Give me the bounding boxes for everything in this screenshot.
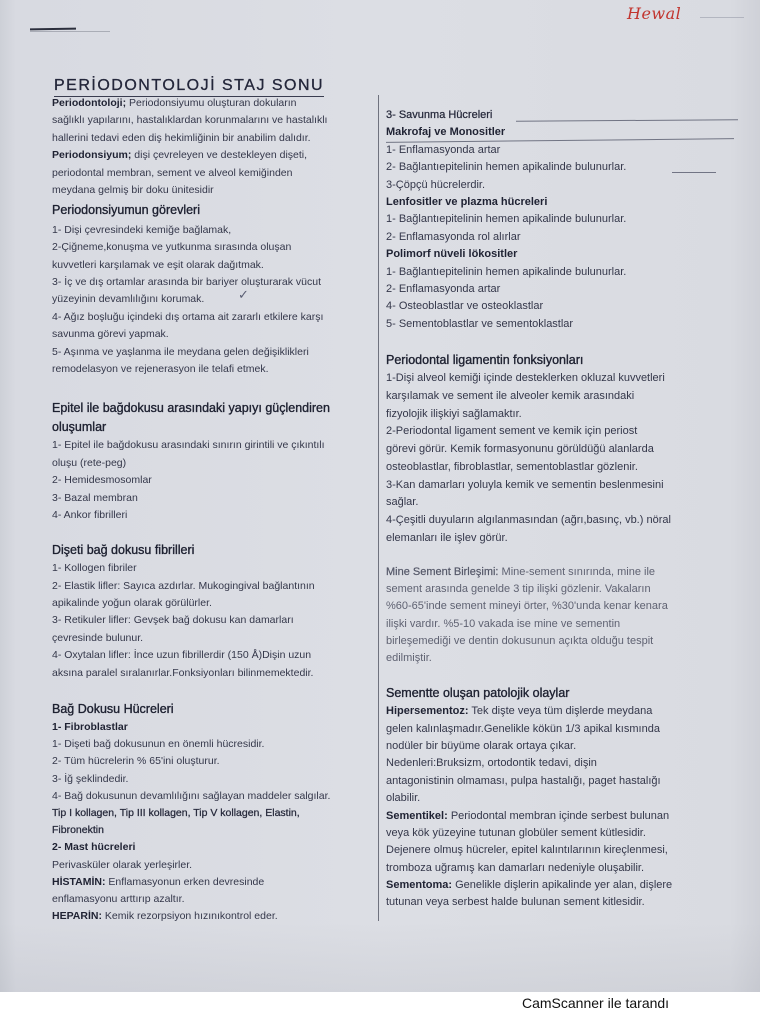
section-heading: oluşumlar <box>52 420 107 435</box>
text-line: olabilir. <box>386 792 421 805</box>
line-text: Tek dişte veya tüm dişlerde meydana <box>471 705 653 718</box>
list-item: 4-Çeşitli duyuların algılanmasından (ağrı,basınç, vb.) nöral <box>386 513 671 526</box>
list-item: 1- Fibroblastlar <box>52 721 128 734</box>
section-heading: Epitel ile bağdokusu arasındaki yapıyı güçlendiren <box>52 401 330 416</box>
line-text: Mine-sement sınırında, mine ile <box>501 566 655 579</box>
text-line: tromboza uğramış kan damarları nedeniyle oluşabilir. <box>386 861 645 874</box>
line-text: Enflamasyonun erken devresinde <box>108 875 265 888</box>
list-item: 2- Bağlantıepitelinin hemen apikalinde bulunurlar. <box>386 161 627 174</box>
list-item: sağlar. <box>386 496 419 509</box>
section-heading: Bağ Dokusu Hücreleri <box>52 702 174 717</box>
pdl-section <box>386 351 741 547</box>
text-line: hallerini tedavi eden diş hekimliğinin bir anabilim dalıdır. <box>52 131 311 144</box>
line-text: dişi çevreleyen ve destekleyen dişeti, <box>134 149 308 162</box>
text-line <box>386 564 741 581</box>
list-item: 2- Mast hücreleri <box>52 841 136 854</box>
term-label: Periodonsiyum; <box>52 149 132 162</box>
list-item: 1- Kollogen fibriler <box>52 562 137 575</box>
list-item: 3- Retikuler lifler: Gevşek bağ dokusu kan damarları <box>52 614 294 627</box>
term-label: Mine Sement Birleşimi: <box>386 566 499 579</box>
list-item: enflamasyonu arttırıp azaltır. <box>52 892 185 905</box>
text-line: tutunan veya serbest halde bulunan sement kitlesidir. <box>386 896 645 909</box>
list-item: 3- İğ şeklindedir. <box>52 772 129 785</box>
pen-stroke <box>30 28 76 31</box>
list-item: Perivasküler olarak yerleşirler. <box>52 858 193 871</box>
pen-stroke <box>30 31 110 32</box>
list-item: 3-Çöpçü hücrelerdir. <box>386 178 486 191</box>
list-item: 3-Kan damarları yoluyla kemik ve sementin beslenmesini <box>386 478 664 491</box>
column-divider <box>378 95 379 921</box>
list-item: 4- Ağız boşluğu içindeki dış ortama ait zararlı etkilere karşı <box>52 310 324 323</box>
list-item: görevi görür. Kemik formasyonunu görüldüğü alanlarda <box>386 443 654 456</box>
list-item: kuvvetleri karşılamak ve eşit olarak dağıtmak. <box>52 258 264 271</box>
check-mark-icon: ✓ <box>238 288 249 303</box>
subheading: Polimorf nüveli lökositler <box>386 248 518 261</box>
text-line <box>52 95 374 112</box>
handwritten-name: Hewal <box>627 4 682 23</box>
list-item: karşılamak ve sement ile alveoler kemik arasındaki <box>386 390 635 403</box>
text-line: %60-65'inde sement mineyi örter, %30'unda kenar kenara <box>386 600 668 613</box>
list-item: 3- İç ve dış ortamlar arasında bir bariyer oluşturarak vücut <box>52 276 322 289</box>
list-item: 4- Oxytalan lifler: İnce uzun fibrillerdir (150 Å)Dişin uzun <box>52 649 312 662</box>
page-title: PERİODONTOLOJİ STAJ SONU <box>54 77 324 97</box>
text-line: veya kök yüzeyine tutunan globüler sement kütlesidir. <box>386 826 646 839</box>
list-item: aksına paralel sıralanırlar.Fonksiyonları bilinmemektedir. <box>52 666 314 679</box>
list-item: 2- Elastik lifler: Sayıca azdırlar. Mukogingival bağlantının <box>52 579 315 592</box>
text-line: Nedenleri:Bruksizm, ortodontik tedavi, dişin <box>386 757 597 770</box>
list-item: 4- Bağ dokusunun devamlılığını sağlayan maddeler salgılar. <box>52 789 331 802</box>
list-item: 1- Dişeti bağ dokusunun en önemli hücresidir. <box>52 738 265 751</box>
line-text: Kemik rezorpsiyon hızınıkontrol eder. <box>104 910 278 923</box>
term-label: HEPARİN: <box>52 910 102 923</box>
text-line <box>52 147 374 164</box>
text-line: periodontal membran, sement ve alveol kemiğinden <box>52 166 293 179</box>
list-item: 5- Sementoblastlar ve sementoklastlar <box>386 317 574 330</box>
list-item: çevresinde bulunur. <box>52 631 144 644</box>
list-item: elemanları ile işlev görür. <box>386 531 508 544</box>
term-label: HİSTAMİN: <box>52 875 106 888</box>
list-item: Fibronektin <box>52 824 104 837</box>
pen-stroke <box>700 17 744 18</box>
mine-sement-section <box>386 564 741 667</box>
list-item: Tip I kollagen, Tip III kollagen, Tip V kollagen, Elastin, <box>52 806 300 819</box>
text-line: Dejenere olmuş hücreler, epitel kalıntılarının kireçlenmesi, <box>386 844 668 857</box>
list-item: oluşu (rete-peg) <box>52 456 127 469</box>
text-line: sement arasında genelde 3 tip ilişki gözlenir. Vakaların <box>386 583 651 596</box>
subheading: Makrofaj ve Monositler <box>386 126 506 139</box>
text-line: meydana gelmiş bir doku ünitesidir <box>52 183 214 196</box>
list-item: 4- Ankor fibrilleri <box>52 508 128 521</box>
list-item: 1- Dişi çevresindeki kemiğe bağlamak, <box>52 223 232 236</box>
list-item: 1- Bağlantıepitelinin hemen apikalinde bulunurlar. <box>386 265 627 278</box>
list-item: 1- Epitel ile bağdokusu arasındaki sınırın girintili ve çıkıntılı <box>52 439 325 452</box>
list-item: 2- Tüm hücrelerin % 65'ini oluşturur. <box>52 755 220 768</box>
list-item: 1- Enflamasyonda artar <box>386 143 501 156</box>
text-line: birleşemediği ve dentin dokusunun açıkta olduğu tespit <box>386 634 654 647</box>
list-item: osteoblastlar, fibroblastlar, sementoblastlar gözlenir. <box>386 460 638 473</box>
list-item: 2- Hemidesmosomlar <box>52 474 152 487</box>
text-line <box>386 808 741 825</box>
term-label: Sementoma: <box>386 879 453 892</box>
list-item: 1-Dişi alveol kemiği içinde desteklerken okluzal kuvvetleri <box>386 372 665 385</box>
text-line: sağlıklı yapılarını, hastalıklardan korunmalarını ve hastalıklı <box>52 114 328 127</box>
epitel-section <box>52 399 374 524</box>
list-item <box>52 908 374 925</box>
pen-stroke <box>672 172 716 173</box>
list-item: 2-Çiğneme,konuşma ve yutkunma sırasında oluşan <box>52 241 292 254</box>
text-line: gelen kalınlaşmadır.Genelikle kökün 1/3 apikal kısmında <box>386 722 660 735</box>
section-heading: Dişeti bağ dokusu fibrilleri <box>52 543 195 558</box>
list-item: apikalinde yoğun olarak görülürler. <box>52 597 212 610</box>
line-text: Genelikle dişlerin apikalinde yer alan, dişlere <box>455 879 673 892</box>
list-item: savunma görevi yapmak. <box>52 328 169 341</box>
section-heading: Sementte oluşan patolojik olaylar <box>386 686 570 701</box>
text-line <box>386 703 741 720</box>
section-heading: Periodonsiyumun görevleri <box>52 203 200 218</box>
list-item: yüzeyinin devamlılığını korumak. <box>52 293 205 306</box>
gorevler-section <box>52 201 374 378</box>
diseti-section <box>52 541 374 682</box>
term-label: Hipersementoz: <box>386 705 469 718</box>
intro-section <box>52 95 374 199</box>
subheading: Lenfositler ve plazma hücreleri <box>386 195 548 208</box>
line-text: Periodontal membran içinde serbest bulunan <box>450 809 670 822</box>
list-item: 3- Bazal membran <box>52 491 138 504</box>
text-line: edilmiştir. <box>386 651 432 664</box>
text-line <box>386 877 741 894</box>
text-line: antagonistinin olmaması, pulpa hastalığı, paget hastalığı <box>386 774 661 787</box>
line-text: Periodonsiyumu oluşturan dokuların <box>129 97 297 109</box>
term-label: Sementikel: <box>386 809 448 822</box>
list-item: remodelasyon ve rejenerasyon ile telafi etmek. <box>52 362 269 375</box>
scanner-watermark: CamScanner ile tarandı <box>522 995 670 1011</box>
list-item: 2- Enflamasyonda artar <box>386 282 501 295</box>
list-item: 1- Bağlantıepitelinin hemen apikalinde bulunurlar. <box>386 213 627 226</box>
list-item: 4- Osteoblastlar ve osteoklastlar <box>386 300 544 313</box>
left-column <box>52 95 374 925</box>
list-item: 5- Aşınma ve yaşlanma ile meydana gelen değişiklikleri <box>52 345 309 358</box>
text-line: ilişki vardır. %5-10 vakada ise mine ve sementin <box>386 617 621 630</box>
list-item: 2-Periodontal ligament sement ve kemik için periost <box>386 425 638 438</box>
section-heading: Periodontal ligamentin fonksiyonları <box>386 353 584 368</box>
bag-hucreleri-section <box>52 700 374 925</box>
right-column <box>386 107 741 912</box>
list-item: fizyolojik ilişkiyi sağlamaktır. <box>386 407 522 420</box>
list-item: 3- Savunma Hücreleri <box>386 109 493 121</box>
patoloji-section <box>386 684 741 912</box>
text-line: nodüler bir büyüme olarak ortaya çıkar. <box>386 739 577 752</box>
term-label: Periodontoloji; <box>52 97 127 109</box>
list-item <box>52 874 374 891</box>
list-item: 2- Enflamasyonda rol alırlar <box>386 230 521 243</box>
